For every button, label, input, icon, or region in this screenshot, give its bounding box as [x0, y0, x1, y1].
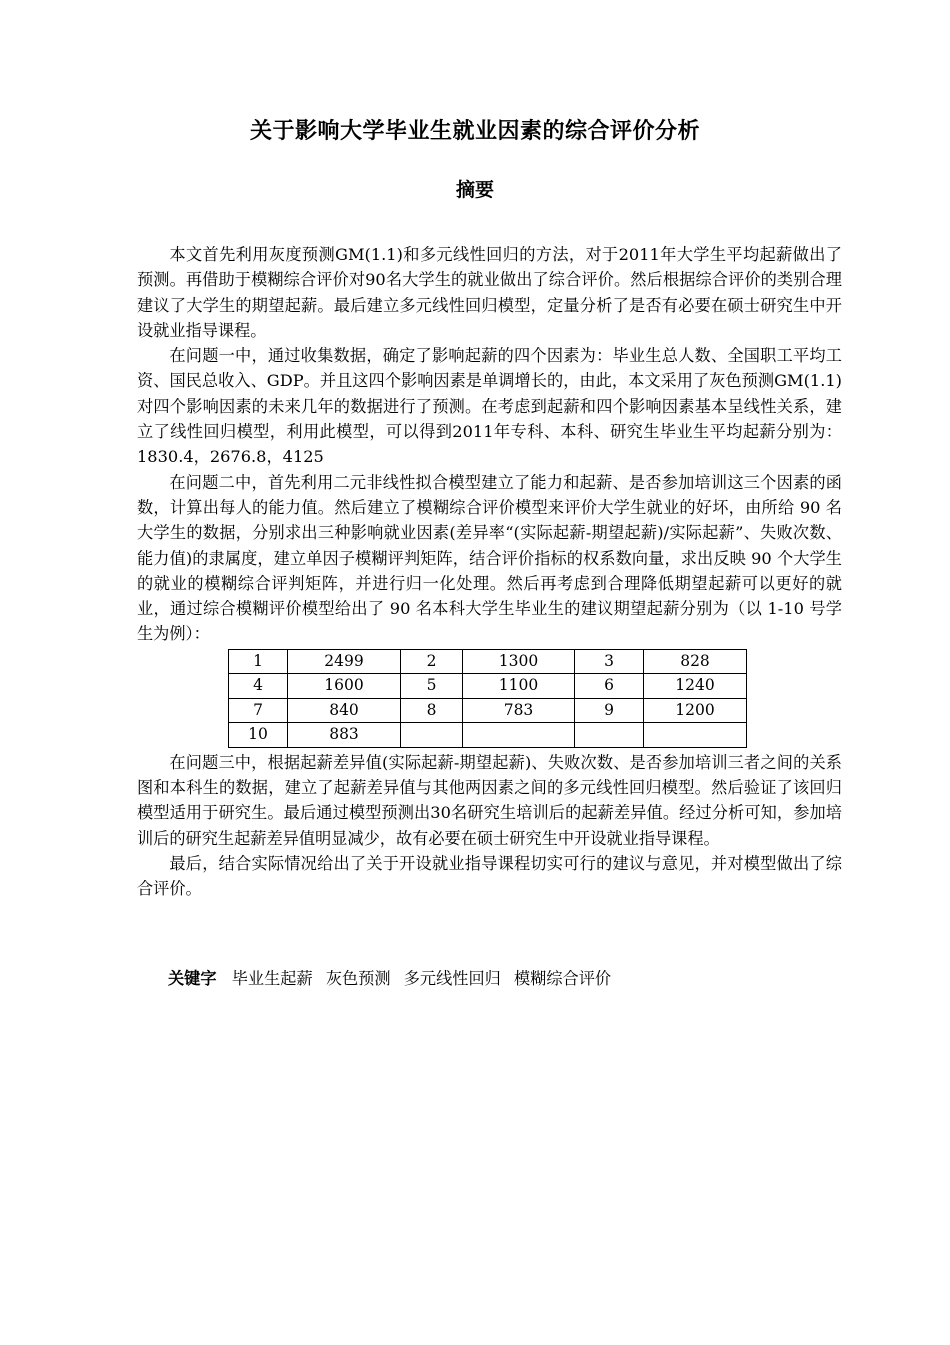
table-cell: 1600	[288, 674, 401, 699]
table-cell: 5	[401, 674, 463, 699]
keyword: 模糊综合评价	[514, 969, 612, 988]
table-cell: 1	[229, 649, 288, 674]
table-row	[229, 649, 747, 674]
table-cell: 8	[401, 698, 463, 723]
table-row	[229, 723, 747, 748]
table-cell: 10	[229, 723, 288, 748]
expected-salary-table	[228, 649, 747, 748]
keyword: 毕业生起薪	[231, 969, 313, 988]
abstract-paragraph-5: 最后，结合实际情况给出了关于开设就业指导课程切实可行的建议与意见，并对模型做出了综合评价。	[137, 853, 842, 899]
table-cell	[575, 723, 644, 748]
table-cell: 2499	[288, 649, 401, 674]
table-cell: 783	[463, 698, 575, 723]
keywords-label: 关键字	[168, 969, 217, 988]
table-cell: 6	[575, 674, 644, 699]
table-cell	[644, 723, 747, 748]
table-cell: 9	[575, 698, 644, 723]
table-row	[229, 674, 747, 699]
table-cell: 7	[229, 698, 288, 723]
abstract-body	[137, 242, 842, 902]
abstract-paragraph-2: 在问题一中，通过收集数据，确定了影响起薪的四个因素为：毕业生总人数、全国职工平均工资、国民总收入、GDP。并且这四个影响因素是单调增长的，由此，本文采用了灰色预测GM(1.1)对四个影响因素的未来几年的数据进行了预测。在考虑到起薪和四个影响因素基本呈线性关系，建立了线性回归模型，利用此模型，可以得到2011年专科、本科、研究生毕业生平均起薪分别为：1830.4，2676.8，4125	[137, 346, 842, 467]
table-cell: 1240	[644, 674, 747, 699]
paper-title: 关于影响大学毕业生就业因素的综合评价分析	[249, 119, 700, 144]
abstract-heading: 摘要	[455, 179, 494, 201]
keyword: 灰色预测	[325, 969, 391, 988]
table-cell: 840	[288, 698, 401, 723]
table-cell: 1100	[463, 674, 575, 699]
table-cell: 3	[575, 649, 644, 674]
table-cell	[463, 723, 575, 748]
table-cell: 1200	[644, 698, 747, 723]
table-cell: 2	[401, 649, 463, 674]
table-cell: 828	[644, 649, 747, 674]
keywords-line	[168, 966, 848, 991]
abstract-paragraph-4: 在问题三中，根据起薪差异值(实际起薪-期望起薪)、失败次数、是否参加培训三者之间的关系图和本科生的数据，建立了起薪差异值与其他两因素之间的多元线性回归模型。然后验证了该回归模型适用于研究生。最后通过模型预测出30名研究生培训后的起薪差异值。经过分析可知，参加培训后的研究生起薪差异值明显减少，故有必要在硕士研究生中开设就业指导课程。	[137, 752, 842, 848]
abstract-paragraph-1: 本文首先利用灰度预测GM(1.1)和多元线性回归的方法，对于2011年大学生平均起薪做出了预测。再借助于模糊综合评价对90名大学生的就业做出了综合评价。然后根据综合评价的类别合理建议了大学生的期望起薪。最后建立多元线性回归模型，定量分析了是否有必要在硕士研究生中开设就业指导课程。	[137, 245, 842, 340]
table-cell: 1300	[463, 649, 575, 674]
table-row	[229, 698, 747, 723]
table-cell	[401, 723, 463, 748]
table-cell: 883	[288, 723, 401, 748]
table-cell: 4	[229, 674, 288, 699]
keyword: 多元线性回归	[403, 969, 501, 988]
abstract-paragraph-3: 在问题二中，首先利用二元非线性拟合模型建立了能力和起薪、是否参加培训这三个因素的函数，计算出每人的能力值。然后建立了模糊综合评价模型来评价大学生就业的好坏，由所给 90 名大学生的数据，分别求出三种影响就业因素(差异率“(实际起薪-期望起薪)/实际起薪”、失败次数、能力值)的隶属度，建立单因子模糊评判矩阵，结合评价指标的权系数向量，求出反映 90 个大学生的就业的模糊综合评判矩阵，并进行归一化处理。然后再考虑到合理降低期望起薪可以更好的就业，通过综合模糊评价模型给出了 90 名本科大学生毕业生的建议期望起薪分别为（以 1-10 号学生为例）：	[137, 472, 842, 644]
